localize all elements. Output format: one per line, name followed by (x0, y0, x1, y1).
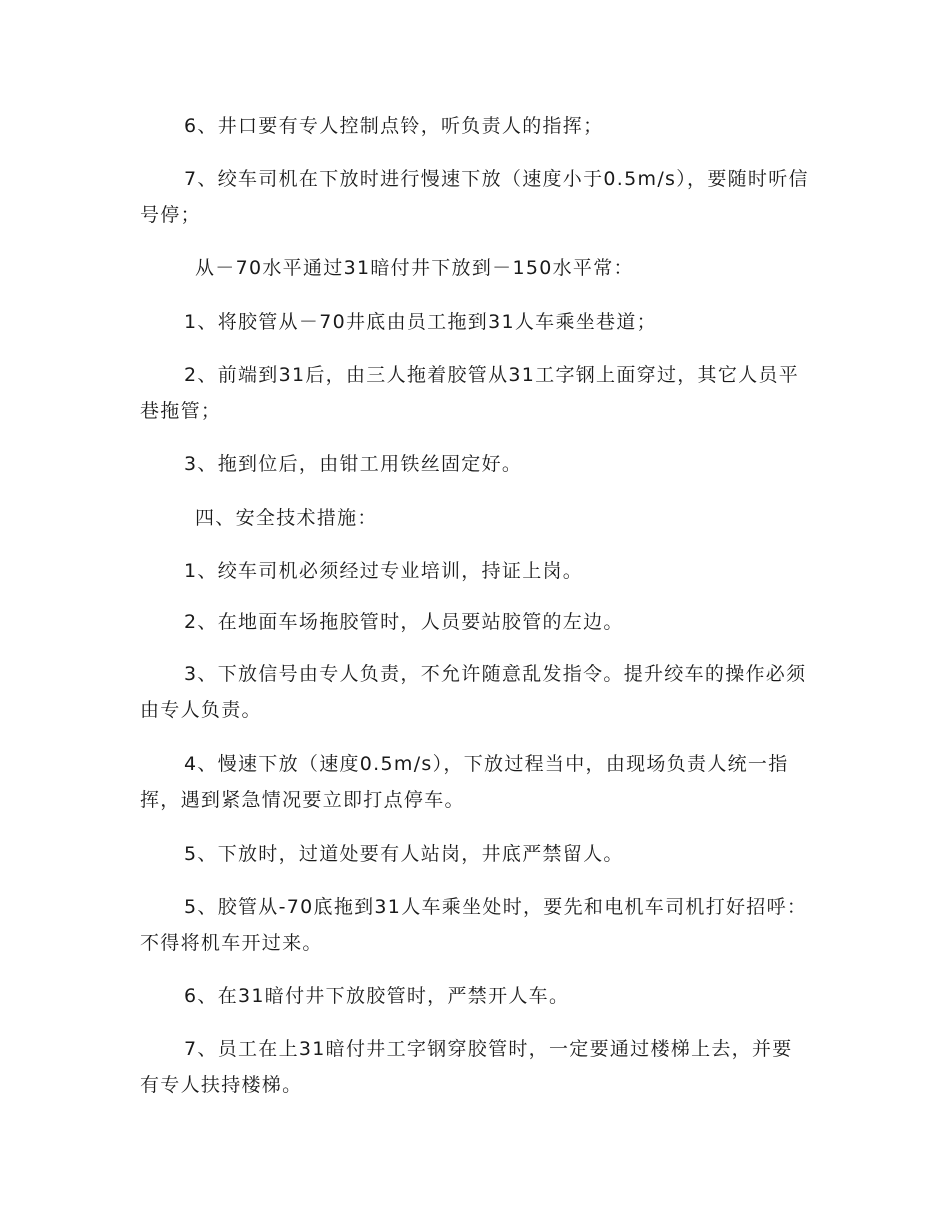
paragraph-6: 3、拖到位后，由钳工用铁丝固定好。 (184, 453, 523, 475)
paragraph-15: 7、员工在上31暗付井工字钢穿胶管时，一定要通过楼梯上去，并要有专人扶持楼梯。 (140, 1038, 793, 1096)
paragraph-13: 5、胶管从-70底拖到31人车乘坐处时，要先和电机车司机打好招呼：不得将机车开过来。 (140, 896, 808, 954)
paragraph-9: 2、在地面车场拖胶管时，人员要站胶管的左边。 (184, 611, 624, 633)
section-heading-safety: 四、安全技术措施： (195, 507, 378, 529)
paragraph-11: 4、慢速下放（速度0.5m/s），下放过程当中，由现场负责人统一指挥，遇到紧急情况要立即打点停车。 (140, 753, 789, 811)
paragraph-3-heading: 从－70水平通过31暗付井下放到－150水平常： (195, 257, 634, 279)
paragraph-8: 1、绞车司机必须经过专业培训，持证上岗。 (184, 560, 584, 582)
paragraph-1: 6、井口要有专人控制点铃，听负责人的指挥； (184, 115, 604, 137)
paragraph-4: 1、将胶管从－70井底由员工拖到31人车乘坐巷道； (184, 311, 657, 333)
paragraph-5: 2、前端到31后，由三人拖着胶管从31工字钢上面穿过，其它人员平巷拖管； (140, 364, 800, 422)
paragraph-2: 7、绞车司机在下放时进行慢速下放（速度小于0.5m/s），要随时听信号停； (140, 168, 809, 226)
paragraph-12: 5、下放时，过道处要有人站岗，井底严禁留人。 (184, 843, 624, 865)
paragraph-14: 6、在31暗付井下放胶管时，严禁开人车。 (184, 985, 570, 1007)
paragraph-10: 3、下放信号由专人负责，不允许随意乱发指令。提升绞车的操作必须由专人负责。 (140, 663, 807, 721)
